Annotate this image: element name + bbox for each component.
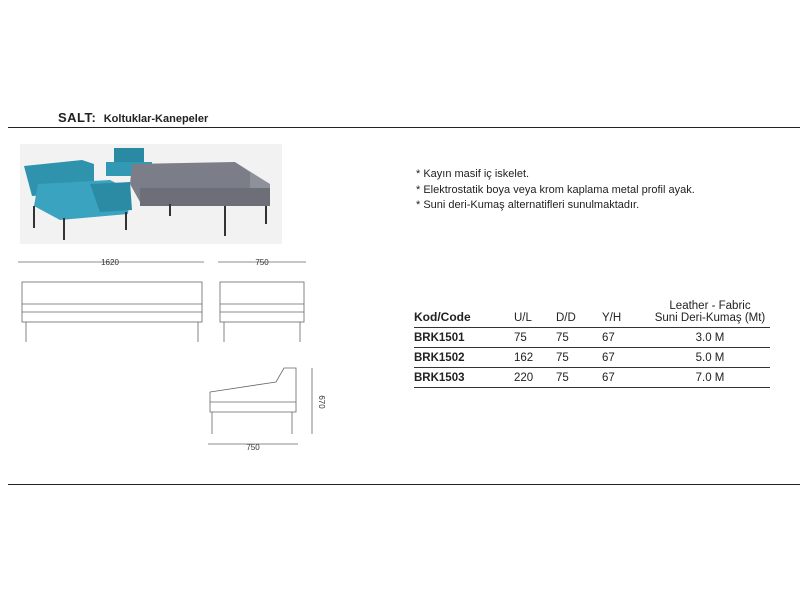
cell-fabric: 5.0 M — [650, 348, 770, 368]
cell-fabric: 7.0 M — [650, 368, 770, 388]
header-fabric — [650, 300, 770, 328]
spec-table — [414, 300, 770, 388]
cell-width: 220 — [514, 368, 556, 388]
category-subtitle: Koltuklar-Kanepeler — [103, 113, 209, 125]
cell-code: BRK1501 — [414, 328, 514, 348]
cell-width: 162 — [514, 348, 556, 368]
top-divider — [8, 127, 800, 128]
cell-fabric: 3.0 M — [650, 328, 770, 348]
feature-item: * Elektrostatik boya veya krom kaplama metal profil ayak. — [416, 183, 695, 196]
bottom-divider — [8, 484, 800, 485]
table-row — [414, 348, 770, 368]
header-fabric-line2: Suni Deri-Kumaş (Mt) — [654, 312, 766, 324]
cell-code: BRK1502 — [414, 348, 514, 368]
cell-code: BRK1503 — [414, 368, 514, 388]
front-width-label: 1620 — [101, 258, 119, 267]
page-title — [58, 110, 208, 125]
header-depth: D/D — [556, 312, 576, 324]
cell-depth: 75 — [556, 328, 602, 348]
brand-name: SALT: — [58, 110, 97, 125]
cell-depth: 75 — [556, 348, 602, 368]
header-fabric-line1: Leather - Fabric — [669, 300, 751, 312]
header-height: Y/H — [602, 312, 622, 324]
cell-height: 67 — [602, 368, 650, 388]
profile-height-label: 670 — [317, 395, 326, 409]
feature-item: * Suni deri-Kumaş alternatifleri sunulmaktadır. — [416, 199, 640, 211]
cell-width: 75 — [514, 328, 556, 348]
header-code: Kod/Code — [414, 310, 471, 324]
product-photo — [20, 144, 282, 244]
cell-height: 67 — [602, 328, 650, 348]
table-header-row — [414, 300, 770, 328]
header-width: U/L — [514, 312, 532, 324]
technical-drawings — [14, 252, 324, 462]
profile-width-label: 750 — [246, 443, 260, 452]
table-row — [414, 368, 770, 388]
feature-item: * Kayın masif iç iskelet. — [416, 168, 530, 180]
cell-depth: 75 — [556, 368, 602, 388]
side-width-label: 750 — [255, 258, 269, 267]
table-row — [414, 328, 770, 348]
cell-height: 67 — [602, 348, 650, 368]
feature-list — [416, 167, 695, 214]
